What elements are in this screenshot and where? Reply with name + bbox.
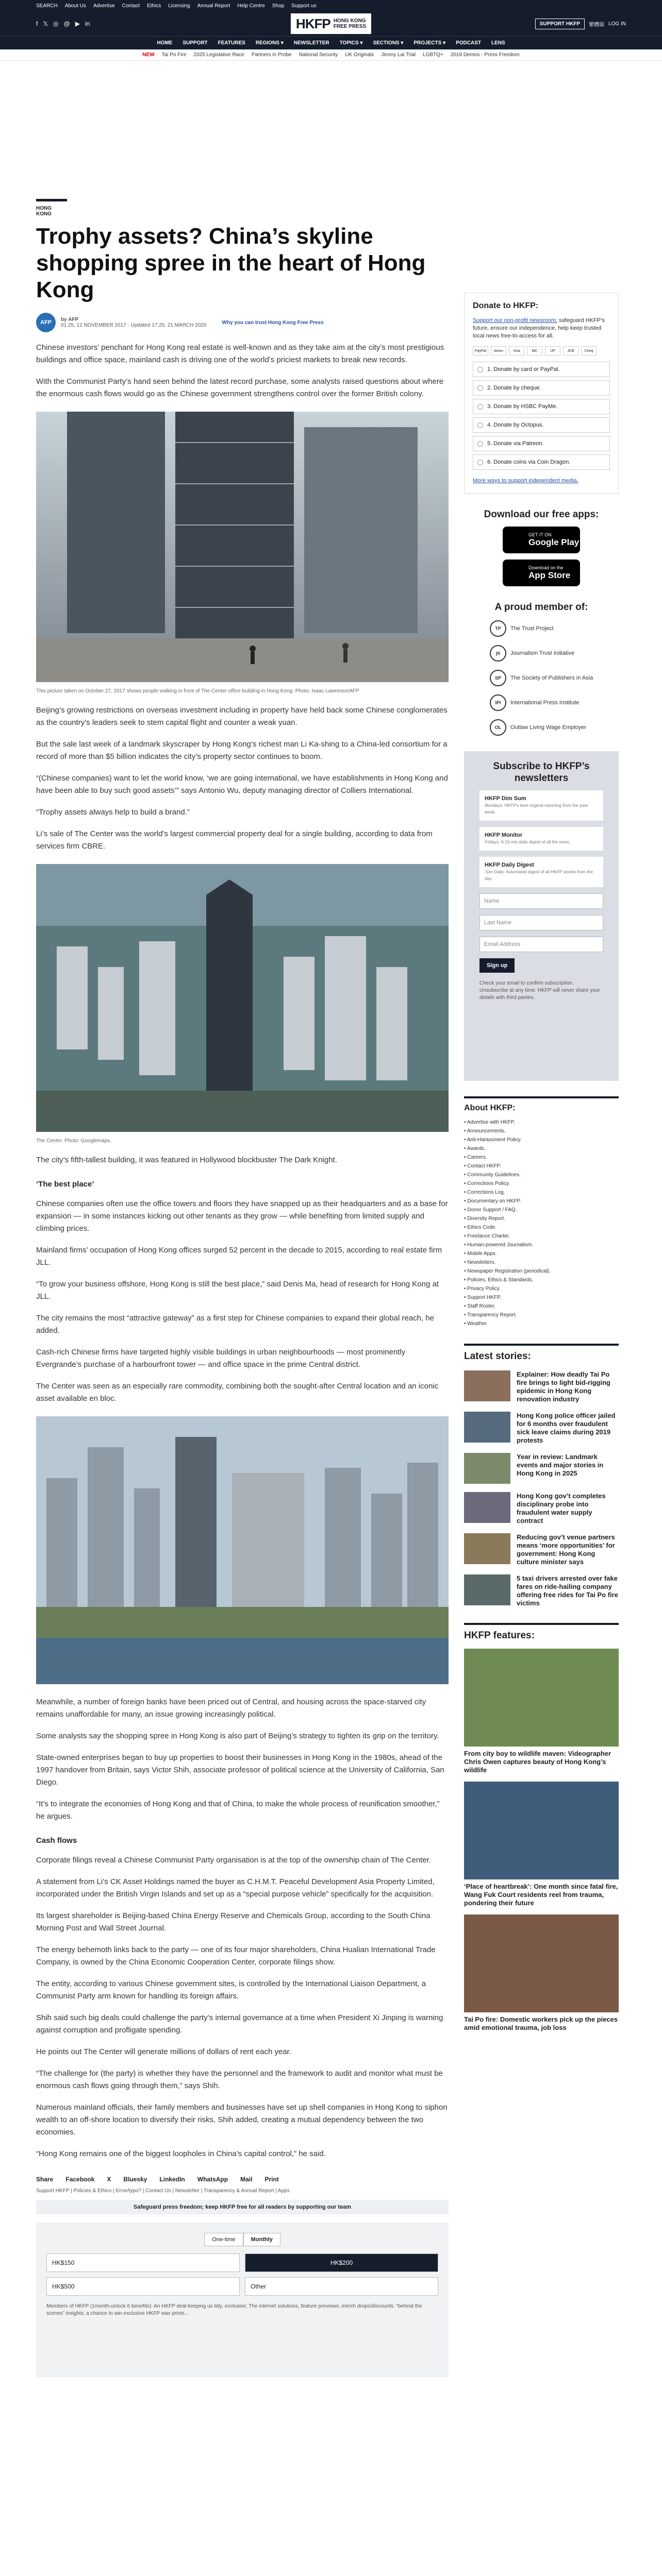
story-thumbnail [464,1370,510,1401]
paragraph: The energy behemoth links back to the party — one of its four major shareholders, China Hualian International Trade Company, is owned by the China Economic Cooperation Center, corporate filings show. [36,1945,436,1967]
top-utility-bar [0,0,662,11]
shop-link[interactable]: Shop [272,3,285,9]
sidebar [464,293,619,2032]
story-title[interactable]: Hong Kong gov’t completes disciplinary probe into fraudulent water supply contract [517,1492,606,1524]
share-mail[interactable]: Mail [240,2176,253,2183]
story-title[interactable]: Year in review: Landmark events and major stories in Hong Kong in 2025 [517,1453,604,1477]
safeguard-banner: Safeguard press freedom; keep HKFP free for all readers by supporting our team [36,2200,449,2214]
trending-link[interactable]: Tai Po Fire [161,52,187,58]
trending-link[interactable]: Jimmy Lai Trial [381,52,416,58]
language-link[interactable]: 繁體版 [589,22,605,28]
about-link[interactable]: • Advertise with HKFP. [464,1118,619,1127]
sopa-icon: SP [490,670,506,686]
donate-option[interactable]: 2. Donate by cheque. [473,380,610,396]
contact-link[interactable]: Contact [122,3,140,9]
annual-report-link[interactable]: Annual Report [197,3,230,9]
newsletter-heading: Subscribe to HKFP’s newsletters [493,761,590,784]
about-link[interactable]: • Community Guidelines. [464,1171,619,1179]
email-field[interactable]: Email Address [479,937,603,952]
name-field[interactable]: Name [479,893,603,909]
about-link[interactable]: • Corrections Log. [464,1188,619,1197]
sopa-logo[interactable]: SP The Society of Publishers in Asia [490,670,619,686]
latest-story[interactable] [464,1533,619,1566]
social-icons [36,20,90,27]
photo-caption: This picture taken on October 27, 2017 shows people walking in front of The Center office building in Hong Kong. Photo: Isaac Lawrence/AFP [36,688,359,694]
advertise-link[interactable]: Advertise [93,3,115,9]
instagram-icon[interactable]: ◎ [53,20,59,27]
paragraph: Meanwhile, a number of foreign banks have been priced out of Central, and housing across the space-starved city remains unaffordable for many, an issue growing increasingly political. [36,1698,426,1719]
outlaw-logo[interactable]: OL Outlaw Living Wage Employer [490,719,619,736]
amex-icon: Amex [491,346,506,355]
unionpay-icon: UP [545,346,560,355]
about-heading: About HKFP: [464,1096,619,1113]
brand-header [0,11,662,36]
paragraph: A statement from Li’s CK Asset Holdings named the buyer as C.H.M.T. Peaceful Development Asia Property Limited, incorporated under the British Virgin Islands and set up as a “special purpose vehicle” specifically for the acquisition. [36,1877,435,1899]
story-thumbnail [464,1533,510,1564]
share-bar [36,2176,449,2183]
feature-image[interactable] [464,1649,619,1747]
donate-card [464,293,619,494]
threads-icon[interactable]: @ [63,20,70,27]
share-linkedin[interactable]: LinkedIn [159,2176,185,2183]
about-link[interactable]: • Contact HKFP. [464,1162,619,1171]
site-logo[interactable]: HKFP HONG KONG FREE PRESS [291,13,371,34]
about-link[interactable]: • Freelance Charter. [464,1232,619,1241]
latest-story[interactable] [464,1412,619,1445]
support-hkfp-button[interactable]: SUPPORT HKFP [535,19,585,29]
nav-newsletter[interactable]: NEWSLETTER [293,40,329,46]
more-ways-link[interactable]: More ways to support independent media. [473,478,578,484]
search-link[interactable]: SEARCH [36,3,58,9]
logo-line-2: FREE PRESS [333,24,367,29]
radio-icon [477,441,483,447]
newsletter-option[interactable]: HKFP Monitor Fridays: A 10-min daily digest of all the news. [479,827,603,851]
about-link[interactable]: • Privacy Policy. [464,1284,619,1293]
nav-home[interactable]: HOME [157,40,173,46]
donate-text: safeguard HKFP’s future, ensure our independence, help keep trusted local news free-to-access for all. [473,317,605,339]
new-badge: NEW [142,52,155,58]
article-title: Trophy assets? China’s skyline shopping spree in the heart of Hong Kong [36,224,426,302]
latest-story[interactable] [464,1492,619,1525]
paragraph: Li’s sale of The Center was the world’s largest commercial property deal for a single building, according to data from services firm CBRE. [36,829,433,851]
nav-regions[interactable]: REGIONS ▾ [255,40,284,46]
paragraph: The city remains the most “attractive gateway” as a first step for Chinese companies to expand their global reach, he added. [36,1314,435,1335]
story-title[interactable]: Reducing gov’t venue partners means ‘more opportunities’ for government: Hong Kong culture minister says [517,1533,615,1566]
feature-image[interactable] [464,1914,619,2012]
paragraph: He points out The Center will generate millions of dollars of rent each year. [36,2047,291,2056]
membership-note: Members of HKFP (1month-unlock 6 benefits): An HKFP deal keeping us tidy, exclusive; The internet solutions, feature previews; merch drops/discounts; “behind the scenes” insights; a chance to win exclusive HKFP wax prints... [46,2303,422,2316]
paragraph: With the Communist Party’s hand seen behind the latest record purchase, some analysts raised questions about where the enormous cash flows would go as the Chinese government strengthens control over the former British colony. [36,377,444,398]
paragraph: State-owned enterprises began to buy up properties to boost their businesses in Hong Kong in the 1980s, ahead of the 1997 handover from Britain, says Victor Shih, associate professor of political science at the University of California, San Diego. [36,1753,444,1787]
author-name[interactable]: by AFP [61,317,79,323]
share-x[interactable]: X [107,2176,111,2183]
figure-center-street [36,412,449,695]
photo-the-center-aerial [36,864,449,1132]
about-link[interactable]: • Newsletters. [464,1258,619,1267]
latest-stories [464,1344,619,1607]
about-link[interactable]: • Careers. [464,1153,619,1162]
help-centre-link[interactable]: Help Centre [237,3,265,9]
payment-icons [473,346,610,355]
paragraph: Chinese companies often use the office towers and floors they have snapped up as their headquarters and as a base for expansion — in some instances kicking out other tenants as they grow — while benefiting from limited supply and climbing prices. [36,1199,448,1233]
paragraph: Some analysts say the shopping spree in Hong Kong is also part of Beijing’s strategy to tighten its grip on the territory. [36,1732,439,1740]
trending-link[interactable]: 2025 Legislative Race [193,52,244,58]
about-link[interactable]: About Us [64,3,86,9]
apps-heading: Download our free apps: [484,509,599,520]
donate-title: Donate to HKFP: [473,301,539,310]
newsletter-signup [464,751,619,1081]
trending-link[interactable]: Partners in Probe [251,52,292,58]
features-section [464,1623,619,2032]
jti-logo[interactable]: jti Journalism Trust Initiative [490,645,619,662]
share-label: Share [36,2176,54,2183]
cheque-icon: Cheq [581,346,597,355]
author-avatar: AFP [36,313,56,332]
photo-the-center-street [36,412,449,682]
donate-option[interactable]: 3. Donate by HSBC PayMe. [473,399,610,414]
feature-title[interactable]: From city boy to wildlife maven: Videographer Chris Owen captures beauty of Hong Kong’s wildlife [464,1750,611,1774]
about-link[interactable]: • Weather. [464,1319,619,1328]
paragraph: “(Chinese companies) want to let the world know, ‘we are going international, we have establishments in Hong Kong and have been able to buy such good assets’” says Antonio Wu, deputy managing director of Colliers International. [36,774,448,795]
nav-sections[interactable]: SECTIONS ▾ [373,40,404,46]
about-link[interactable]: • Awards. [464,1144,619,1153]
latest-story[interactable] [464,1453,619,1484]
one-time-option[interactable]: One-time [204,2233,243,2246]
subheading: Cash flows [36,1836,77,1845]
support-us-link[interactable]: Support us [291,3,317,9]
about-link[interactable]: • Diversity Report. [464,1214,619,1223]
nav-projects[interactable]: PROJECTS ▾ [413,40,446,46]
story-thumbnail [464,1574,510,1605]
last-name-field[interactable]: Last Name [479,915,603,930]
radio-icon [477,367,483,372]
story-title[interactable]: Explainer: How deadly Tai Po fire brings to light bid-rigging epidemic in Hong Kong renovation industry [517,1370,610,1403]
photo-harbour-skyline [36,1416,449,1684]
members-heading: A proud member of: [494,602,588,613]
monthly-option[interactable]: Monthly [243,2233,280,2246]
paragraph: The city’s fifth-tallest building, it was featured in Hollywood blockbuster The Dark Knight. [36,1156,337,1164]
paragraph: Mainland firms’ occupation of Hong Kong offices surged 52 percent in the decade to 2015, according to real estate firm JLL. [36,1246,442,1267]
ipi-logo[interactable]: IPI International Press Institute [490,694,619,711]
share-whatsapp[interactable]: WhatsApp [197,2176,228,2183]
radio-icon [477,460,483,465]
radio-icon [477,385,483,391]
article-footer-links[interactable]: Support HKFP | Policies & Ethics | Error/typo? | Contact Us | Newsletter | Transparency & Annual Report | Apps [36,2188,290,2194]
trending-link[interactable]: UK Originals [345,52,374,58]
story-thumbnail [464,1412,510,1443]
feature-image[interactable] [464,1782,619,1879]
donate-option[interactable]: 1. Donate by card or PayPal. [473,362,610,377]
ipi-icon: IPI [490,694,506,711]
login-link[interactable]: LOG IN [608,21,626,27]
feature-title[interactable]: ‘Place of heartbreak’: One month since fatal fire, Wang Fuk Court residents reel from trauma, pondering their future [464,1883,618,1907]
paypal-icon: PayPal [473,346,488,355]
frequency-toggle [46,2233,438,2246]
donate-link[interactable]: Support our non-profit newsroom; [473,317,557,324]
share-print[interactable]: Print [264,2176,279,2183]
paragraph: Chinese investors’ penchant for Hong Kong real estate is well-known and as they take aim at the city’s most prestigious buildings and office space, mainland cash is driving one of the world’s priciest markets to break new records. [36,343,444,364]
nav-podcast[interactable]: PODCAST [456,40,481,46]
nav-support[interactable]: SUPPORT [183,40,208,46]
about-link[interactable]: • Human-powered Journalism. [464,1241,619,1249]
member-logos [464,620,619,736]
latest-story[interactable] [464,1370,619,1403]
paragraph: Shih said such big deals could challenge the party’s internal governance at a time when President Xi Jinping is warning against corruption and profligate spending. [36,2013,443,2035]
figure-center-aerial [36,864,449,1145]
about-link[interactable]: • Support HKFP. [464,1293,619,1302]
signup-button[interactable]: Sign up [479,958,515,973]
mastercard-icon: MC [527,346,542,355]
newsletter-option[interactable]: HKFP Daily Digest 7pm Daily: Automated digest of all HKFP stories from the day. [479,857,603,887]
story-title[interactable]: Hong Kong police officer jailed for 6 months over fraudulent sick leave claims during 2019 protests [517,1412,616,1444]
donate-option[interactable]: 4. Donate by Octopus. [473,417,610,433]
amount-option[interactable]: HK$500 [46,2277,240,2296]
latest-heading: Latest stories: [464,1344,619,1362]
about-link[interactable]: • Newspaper Registration (periodical). [464,1267,619,1276]
about-link[interactable]: • Transparency Report. [464,1311,619,1319]
nav-features[interactable]: FEATURES [218,40,245,46]
about-link[interactable]: • Staff Roster. [464,1302,619,1311]
linkedin-icon[interactable]: in [85,20,90,27]
paragraph: Its largest shareholder is Beijing-based China Energy Reserve and Chemicals Group, according to the South China Morning Post and Wall Street Journal. [36,1911,431,1933]
about-link[interactable]: • Policies, Ethics & Standards. [464,1276,619,1284]
paragraph: Numerous mainland officials, their family members and businesses have set up shell companies in Hong Kong to siphon wealth to an off-shore location to diversify their risks, Shih added, creating a mutual dependency between the two economies. [36,2103,448,2137]
trending-link[interactable]: LGBTQ+ [423,52,443,58]
trust-project-logo[interactable]: TP The Trust Project [490,620,619,637]
amount-option-selected[interactable]: HK$200 [245,2253,438,2272]
nav-topics[interactable]: TOPICS ▾ [339,40,363,46]
paragraph: Cash-rich Chinese firms have targeted highly visible buildings in urban neighbourhoods — most prominently Evergrande’s purchase of a harbourfront tower — and office space in the prime Central district. [36,1348,406,1369]
paragraph: “The challenge for (the party) is whether they have the personnel and the framework to audit and monitor what must be enormous cash flows going through them,” says Shih. [36,2069,443,2090]
section-kicker[interactable]: HONG KONG [36,199,67,217]
donate-option[interactable]: 6. Donate coins via Coin Dragon. [473,454,610,470]
why-trust-link[interactable]: Why you can trust Hong Kong Free Press [222,319,324,326]
amount-option[interactable]: HK$150 [46,2253,240,2272]
article [36,195,449,2377]
subheading: ‘The best place’ [36,1180,94,1189]
radio-icon [477,404,483,410]
app-store-badge[interactable]: Download on the App Store [503,560,580,586]
google-play-badge[interactable]: GET IT ON Google Play [503,527,580,553]
about-link[interactable]: • Announcements. [464,1127,619,1136]
x-icon[interactable]: 𝕏 [43,20,48,27]
amount-option-other[interactable]: Other [245,2277,438,2296]
ethics-link[interactable]: Ethics [146,3,161,9]
byline [36,313,449,332]
about-link[interactable]: • Corrections Policy. [464,1179,619,1188]
radio-icon [477,422,483,428]
share-facebook[interactable]: Facebook [65,2176,95,2183]
newsletter-option[interactable]: HKFP Dim Sum Mondays: HKFP’s best original reporting from the past week. [479,790,603,821]
outlaw-icon: OL [490,719,506,736]
about-link[interactable]: • Ethics Code. [464,1223,619,1232]
article-dates: 01:25, 12 NOVEMBER 2017 · Updated 17:25, 21 MARCH 2020 [61,323,207,328]
about-list [464,1118,619,1328]
features-heading: HKFP features: [464,1623,619,1641]
photo-caption: The Center. Photo: Googlemaps. [36,1138,112,1144]
about-link[interactable]: • Anti-Harassment Policy. [464,1136,619,1144]
paragraph: But the sale last week of a landmark skyscraper by Hong Kong’s richest man Li Ka-shing to a China-led consortium for a record of more than $5 billion indicates the city’s property sector continues to boom. [36,740,448,761]
nav-lens[interactable]: LENS [491,40,505,46]
paragraph: Beijing’s growing restrictions on overseas investment including in property have held back some Chinese conglomerates as the country’s leaders seek to stem capital flight and counter a weak yuan. [36,706,448,727]
amount-grid [46,2253,438,2296]
visa-icon: Visa [509,346,524,355]
about-section [464,1096,619,1328]
about-link[interactable]: • Mobile Apps. [464,1249,619,1258]
main-nav [0,36,662,49]
trust-project-icon: TP [490,620,506,637]
trending-link[interactable]: National Security [299,52,338,58]
story-thumbnail [464,1492,510,1523]
logo-line-1: HONG KONG [333,18,366,24]
paragraph: “To grow your business offshore, Hong Kong is still the best place,” said Denis Ma, head of research for Hong Kong at JLL. [36,1280,439,1301]
trending-link[interactable]: 2019 Demos - Press Freedom [450,52,520,58]
paragraph: “Hong Kong remains one of the biggest loopholes in China’s capital control,” he said. [36,2149,326,2158]
licensing-link[interactable]: Licensing [168,3,190,9]
donate-option[interactable]: 5. Donate via Patreon. [473,436,610,451]
paragraph: The entity, according to various Chinese government sites, is controlled by the International Liaison Department, a Communist Party arm known for handling its foreign affairs. [36,1979,426,2001]
paragraph: “It’s to integrate the economies of Hong Kong and that of China, to make the whole process of reunification smoother,” he argues. [36,1800,440,1821]
facebook-icon[interactable]: f [36,20,38,27]
paragraph: The Center was seen as an especially rare commodity, combining both the sought-after Central location and an iconic asset available en bloc. [36,1382,439,1403]
latest-story[interactable] [464,1574,619,1607]
newsletter-note: Check your email to confirm subscription. Unsubscribe at any time. HKFP will never share your details with third parties. [479,980,600,1001]
story-thumbnail [464,1453,510,1484]
jcb-icon: JCB [563,346,578,355]
donation-box [36,2223,449,2377]
about-link[interactable]: • Documentary on HKFP. [464,1197,619,1206]
about-link[interactable]: • Donor Support / FAQ. [464,1206,619,1214]
youtube-icon[interactable]: ▶ [75,20,80,27]
trending-bar [0,49,662,61]
figure-harbour [36,1416,449,1687]
paragraph: Corporate filings reveal a Chinese Communist Party organisation is at the top of the ownership chain of The Center. [36,1856,431,1865]
paragraph: “Trophy assets always help to build a brand.” [36,808,190,817]
share-bluesky[interactable]: Bluesky [123,2176,147,2183]
feature-title[interactable]: Tai Po fire: Domestic workers pick up the pieces amid emotional trauma, job loss [464,2015,618,2031]
jti-icon: jti [490,645,506,662]
story-title[interactable]: 5 taxi drivers arrested over fake fares on ride-hailing company offering free rides for Tai Po fire victims [517,1574,618,1607]
